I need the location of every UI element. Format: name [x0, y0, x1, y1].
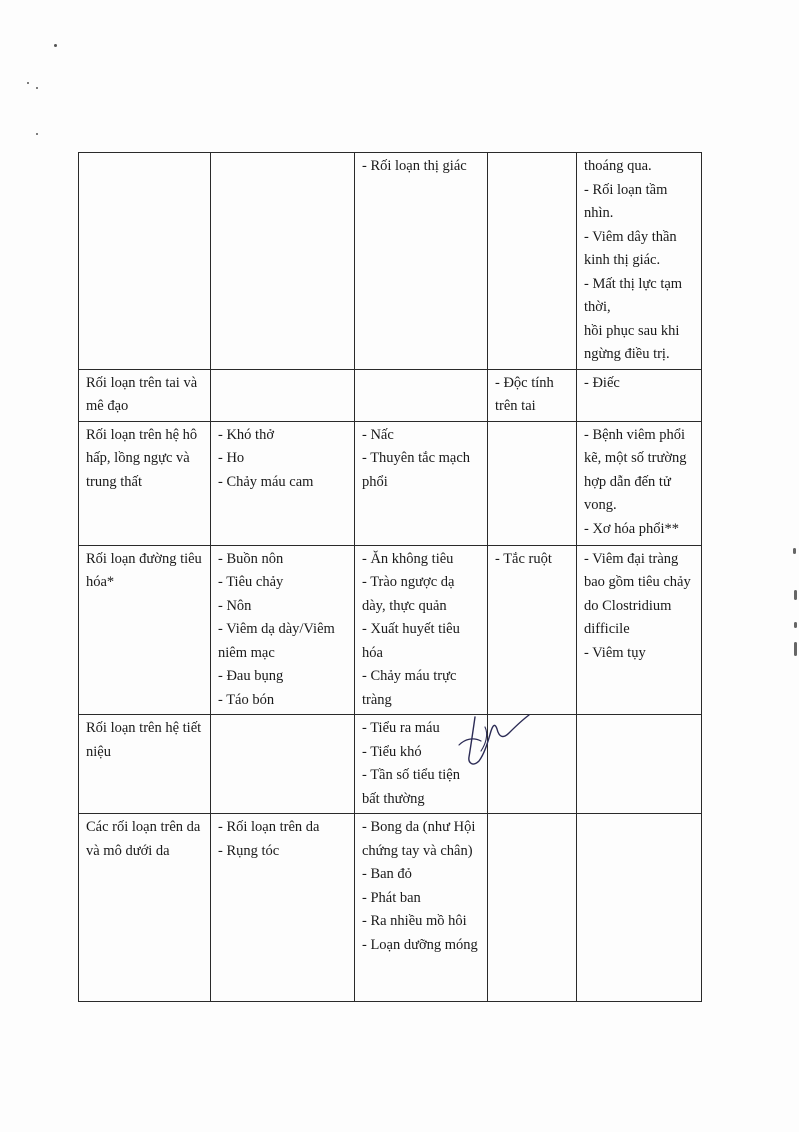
cell-system: Rối loạn trên hệ tiết niệu: [79, 715, 211, 814]
cell-rare: - Tắc ruột: [488, 545, 577, 715]
scan-edge-mark: [793, 548, 796, 554]
table-row: [79, 369, 702, 421]
cell-unknown: [577, 715, 702, 814]
cell-common: [211, 715, 355, 814]
cell-system: Các rối loạn trên da và mô dưới da: [79, 814, 211, 1002]
table-row: [79, 715, 702, 814]
table-row: [79, 814, 702, 1002]
cell-uncommon: - Ăn không tiêu - Trào ngược dạ dày, thực quản - Xuất huyết tiêu hóa - Chảy máu trực tràng: [355, 545, 488, 715]
cell-common: - Khó thở - Ho - Chảy máu cam: [211, 421, 355, 545]
cell-common: [211, 153, 355, 370]
cell-uncommon: - Tiểu ra máu - Tiểu khó - Tần số tiểu tiện bất thường: [355, 715, 488, 814]
cell-common: [211, 369, 355, 421]
cell-rare: [488, 421, 577, 545]
cell-rare: [488, 153, 577, 370]
scan-edge-mark: [794, 622, 797, 628]
adverse-effects-table: [78, 152, 702, 1002]
scan-edge-mark: [794, 642, 797, 656]
cell-system: Rối loạn trên hệ hô hấp, lồng ngực và trung thất: [79, 421, 211, 545]
cell-unknown: - Bệnh viêm phổi kẽ, một số trường hợp dẫn đến tử vong. - Xơ hóa phổi**: [577, 421, 702, 545]
scan-edge-mark: [794, 590, 797, 600]
scan-speck: [36, 87, 38, 89]
table-row: [79, 153, 702, 370]
cell-system: [79, 153, 211, 370]
cell-uncommon: - Rối loạn thị giác: [355, 153, 488, 370]
scan-speck: [27, 82, 29, 84]
table-row: [79, 421, 702, 545]
cell-rare: [488, 814, 577, 1002]
cell-unknown: thoáng qua. - Rối loạn tầm nhìn. - Viêm dây thần kinh thị giác. - Mất thị lực tạm thời, hồi phục sau khi ngừng điều trị.: [577, 153, 702, 370]
scan-speck: [54, 44, 57, 47]
cell-unknown: - Điếc: [577, 369, 702, 421]
cell-rare: [488, 715, 577, 814]
cell-system: Rối loạn đường tiêu hóa*: [79, 545, 211, 715]
cell-unknown: [577, 814, 702, 1002]
cell-unknown: - Viêm đại tràng bao gồm tiêu chảy do Clostridium difficile - Viêm tụy: [577, 545, 702, 715]
cell-common: - Buồn nôn - Tiêu chảy - Nôn - Viêm dạ dày/Viêm niêm mạc - Đau bụng - Táo bón: [211, 545, 355, 715]
scan-speck: [36, 133, 38, 135]
table-row: [79, 545, 702, 715]
cell-rare: - Độc tính trên tai: [488, 369, 577, 421]
cell-uncommon: - Nấc - Thuyên tắc mạch phổi: [355, 421, 488, 545]
cell-uncommon: - Bong da (như Hội chứng tay và chân) - Ban đỏ - Phát ban - Ra nhiều mồ hôi - Loạn dưỡng móng: [355, 814, 488, 1002]
cell-common: - Rối loạn trên da - Rụng tóc: [211, 814, 355, 1002]
cell-uncommon: [355, 369, 488, 421]
cell-system: Rối loạn trên tai và mê đạo: [79, 369, 211, 421]
